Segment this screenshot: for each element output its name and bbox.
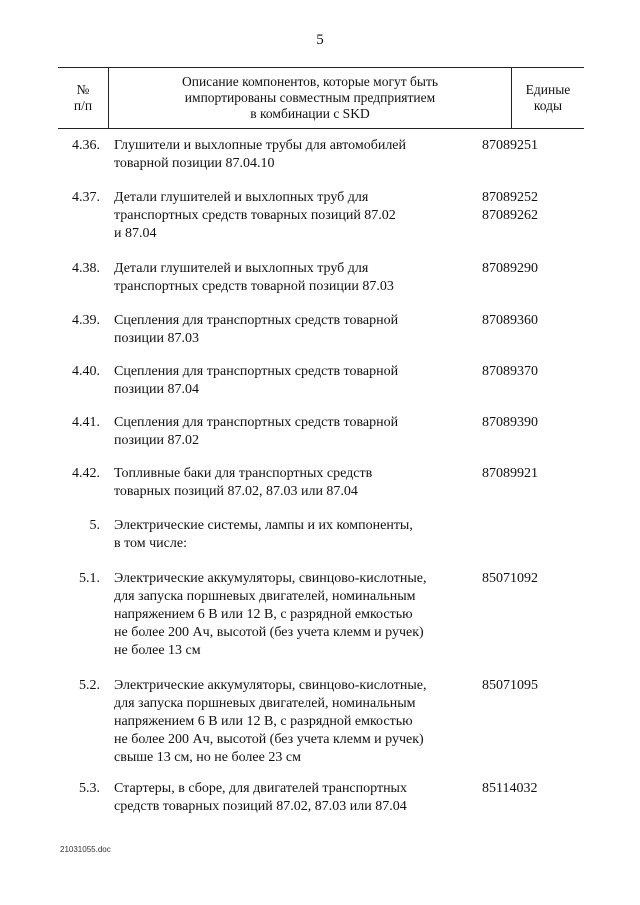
row-code: 85114032 [482,781,538,796]
row-number: 5.1. [79,571,100,586]
row-code: 87089370 [482,364,538,379]
header-number-cell [58,68,109,128]
row-number: 5.2. [79,678,100,693]
row-description: Электрические системы, лампы и их компоненты, в том числе: [114,518,413,551]
page-number: 5 [316,32,324,48]
row-number: 4.37. [72,190,100,205]
header-code-cell [512,68,584,128]
row-number: 4.42. [72,466,100,481]
header-code-label: Единые коды [525,82,571,113]
row-code: 87089252 87089262 [482,190,538,223]
row-code: 85071092 [482,571,538,586]
row-description: Детали глушителей и выхлопных труб для транспортных средств товарных позиций 87.02 и 87.04 [114,190,396,241]
row-code: 87089921 [482,466,538,481]
row-description: Сцепления для транспортных средств товарной позиции 87.03 [114,313,399,346]
row-number: 4.38. [72,261,100,276]
row-code: 87089290 [482,261,538,276]
header-description-cell [109,68,512,128]
row-description: Сцепления для транспортных средств товарной позиции 87.02 [114,415,399,448]
row-description: Глушители и выхлопные трубы для автомобилей товарной позиции 87.04.10 [114,138,407,171]
row-code: 85071095 [482,678,538,693]
row-description: Детали глушителей и выхлопных труб для транспортных средств товарной позиции 87.03 [114,261,394,294]
row-number: 5. [89,518,100,533]
row-number: 4.41. [72,415,100,430]
row-code: 87089360 [482,313,538,328]
header-number-label: № п/п [73,82,93,113]
document-filename: 21031055.doc [60,845,111,854]
row-number: 4.40. [72,364,100,379]
row-number: 4.36. [72,138,100,153]
row-number: 5.3. [79,781,100,796]
row-description: Топливные баки для транспортных средств товарных позиций 87.02, 87.03 или 87.04 [114,466,373,499]
row-description: Стартеры, в сборе, для двигателей транспортных средств товарных позиций 87.02, 87.03 или 87.04 [114,781,407,814]
row-description: Электрические аккумуляторы, свинцово-кислотные, для запуска поршневых двигателей, номинальным напряжением 6 В или 12 В, с разрядной емкостью не более 200 Ач, высотой (без учета клемм и ручек) свыше 13 см, но не более 23 см [114,678,427,765]
row-number: 4.39. [72,313,100,328]
row-code: 87089390 [482,415,538,430]
table-header [58,67,584,129]
row-description: Электрические аккумуляторы, свинцово-кислотные, для запуска поршневых двигателей, номинальным напряжением 6 В или 12 В, с разрядной емкостью не более 200 Ач, высотой (без учета клемм и ручек) не более 13 см [114,571,427,658]
row-description: Сцепления для транспортных средств товарной позиции 87.04 [114,364,399,397]
header-description-label: Описание компонентов, которые могут быть импортированы совместным предприятием в комбинации с SKD [181,74,439,121]
row-code: 87089251 [482,138,538,153]
